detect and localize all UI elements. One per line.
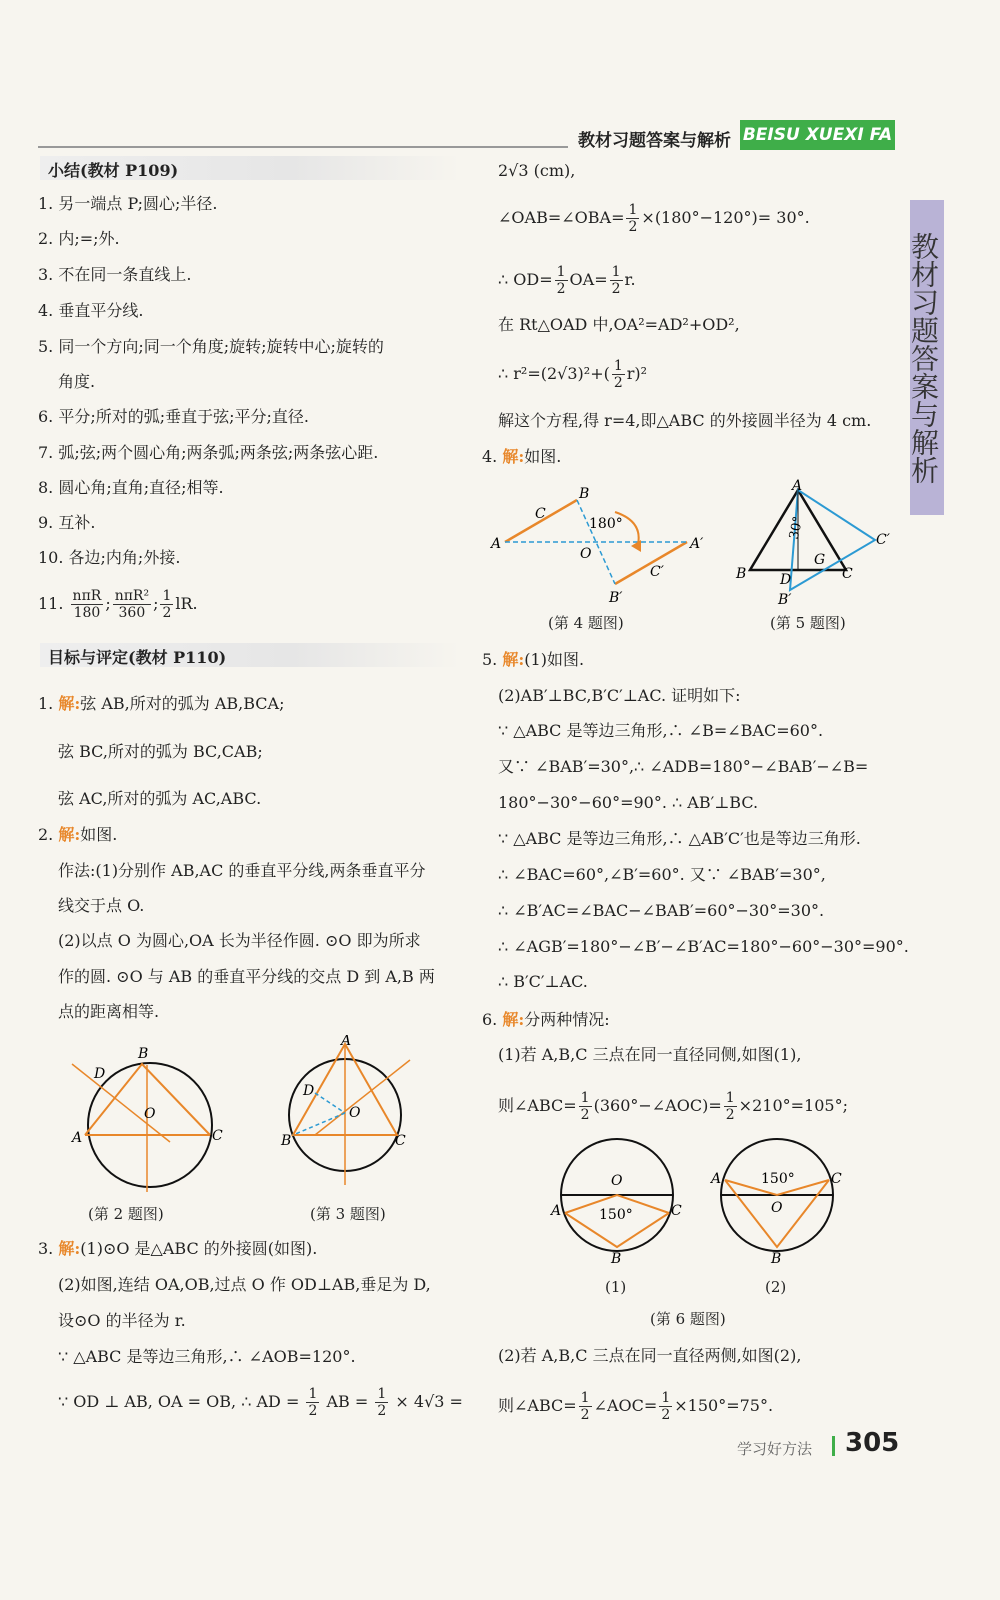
numerator: 1 [556,264,566,280]
q6-eq1 [498,1090,848,1123]
point-label-C: C [212,1128,223,1144]
point-label-A: A [72,1130,83,1146]
eq-text: r. [624,270,636,289]
point-label-C: C [395,1133,406,1149]
denominator: 2 [308,1403,318,1419]
q5-text: (1)如图. [524,650,585,669]
summary-item: 7. 弧;弦;两个圆心角;两条弧;两条弦;两条弦心距. [38,443,379,462]
q5-text: (2)AB′⊥BC,B′C′⊥AC. 证明如下: [498,686,741,705]
point-label-A-prime: A′ [690,536,704,552]
summary-item: 1. 另一端点 P;圆心;半径. [38,194,218,213]
bisector [72,1064,170,1142]
fraction [160,588,173,621]
summary-item: 9. 互补. [38,513,96,532]
q3-text: (1)⊙O 是△ABC 的外接圆(如图). [80,1239,318,1258]
solution-label: 解: [58,1239,81,1258]
point-label-O: O [580,546,592,562]
q4-line1 [482,446,561,468]
denominator: 180 [73,605,101,621]
point-label-B-prime: B′ [609,590,623,606]
q5-text: 又∵ ∠BAB′=30°,∴ ∠ADB=180°−∠BAB′−∠B= [498,757,869,776]
point-label-C: C [842,566,853,582]
caption-fig5: (第 5 题图) [770,614,846,632]
q2-text: 如图. [80,825,118,844]
point-label-B: B [611,1251,622,1267]
solution-label: 解: [502,650,525,669]
point-label-O: O [611,1173,623,1189]
denominator: 360 [118,605,146,621]
solution-label: 解: [502,1010,525,1029]
q6-line1 [482,1009,610,1031]
footer-divider [832,1436,835,1456]
point-label-C-prime: C′ [876,532,890,548]
q6-eq2 [498,1390,773,1423]
q-number: 1. [38,694,54,713]
eq-text: (360°−∠AOC)= [593,1096,722,1115]
figure-q6-2 [705,1135,855,1270]
point-label-D: D [780,572,792,588]
q3-text: (2)如图,连结 OA,OB,过点 O 作 OD⊥AB,垂足为 D, [58,1275,431,1294]
fraction [113,588,151,621]
numerator: 1 [661,1390,671,1406]
summary-item-11: 11. $\frac{\text{nπR}}{180}$ ; $\frac{\text{nπR²}}{360}$ ; $\frac{1}{2}$ lR. [38,588,198,621]
q1-text: 弦 AB,所对的弧为 AB,BCA; [80,694,285,713]
point-label-A: A [551,1203,562,1219]
q5-text: ∴ ∠B′AC=∠BAC−∠BAB′=60°−30°=30°. [498,901,825,920]
q2-text: 作法:(1)分别作 AB,AC 的垂直平分线,两条垂直平分 [58,861,426,880]
q2-text: 点的距离相等. [58,1002,160,1021]
point-label-O: O [349,1105,361,1121]
q6-text: (1)若 A,B,C 三点在同一直径同侧,如图(1), [498,1045,802,1064]
eq-text: ×210°=105°; [738,1096,848,1115]
solution-label: 解: [58,825,81,844]
numerator: 1 [580,1090,590,1106]
point-label-B: B [281,1133,292,1149]
q5-line1 [482,649,584,671]
summary-item: 4. 垂直平分线. [38,301,144,320]
q1-line2: 弦 BC,所对的弧为 BC,CAB; [58,742,263,761]
figure-q6-1 [545,1135,695,1270]
summary-item: 3. 不在同一条直线上. [38,265,192,284]
solution-label: 解: [502,447,525,466]
header-title: 教材习题答案与解析 [578,131,731,151]
fraction [579,1090,592,1123]
denominator: 2 [580,1107,590,1123]
q4-text: 如图. [524,447,562,466]
r-eq5: 解这个方程,得 r=4,即△ABC 的外接圆半径为 4 cm. [498,411,872,430]
item-tail: lR. [175,594,198,613]
fig6-caption-2: (2) [765,1278,787,1296]
numerator: 1 [308,1386,318,1402]
eq-text: ∠AOC= [593,1396,658,1415]
q6-text: 分两种情况: [524,1010,610,1029]
eq-text: ×(180°−120°)= 30°. [641,208,810,227]
eq-text: ∠OAB=∠OBA= [498,208,625,227]
q5-text: ∴ B′C′⊥AC. [498,972,588,991]
r-first: 2√3 (cm), [498,161,576,180]
point-label-C: C [671,1203,682,1219]
section1-title: 小结(教材 P109) [48,161,179,180]
denominator: 2 [661,1407,671,1423]
point-label-B-prime: B′ [778,592,792,608]
q3-last-line [58,1386,463,1419]
radius-dashed [315,1093,345,1113]
denominator: 2 [377,1403,387,1419]
q2-text: 线交于点 O. [58,896,145,915]
q-number: 3. [38,1239,54,1258]
numerator: 1 [377,1386,387,1402]
eq-text: OA= [569,270,608,289]
section2-title: 目标与评定(教材 P110) [48,648,227,667]
point-label-D: D [94,1066,106,1082]
header-brand: BEISU XUEXI FA [740,120,895,150]
q-number: 2. [38,825,54,844]
eq-text: 则∠ABC= [498,1396,577,1415]
point-label-O: O [144,1106,156,1122]
point-label-A: A [491,536,502,552]
summary-item: 10. 各边;内角;外接. [38,548,181,567]
numerator: nπR² [114,588,150,604]
side-tab: 教材习题答案与解析 [910,200,944,515]
page-number: 305 [845,1428,900,1458]
summary-item: 5. 同一个方向;同一个角度;旋转;旋转中心;旋转的 [38,337,384,356]
point-label-G: G [814,552,826,568]
point-label-A: A [341,1035,352,1049]
q-number: 4. [482,447,498,466]
denominator: 2 [611,281,621,297]
figure-q4 [485,480,715,610]
eq-text: ∴ r²=(2√3)²+ [498,364,604,383]
point-label-B: B [579,486,590,502]
r-eq3: 在 Rt△OAD 中,OA²=AD²+OD², [498,315,740,334]
point-label-B: B [736,566,747,582]
point-label-D: D [303,1083,315,1099]
numerator: 1 [580,1390,590,1406]
point-label-C: C [831,1171,842,1187]
numerator: 1 [611,264,621,280]
q2-line1 [38,824,117,846]
summary-item: 6. 平分;所对的弧;垂直于弦;平分;直径. [38,407,310,426]
numerator: 1 [725,1090,735,1106]
q1-line1 [38,693,285,715]
summary-item: 2. 内;=;外. [38,229,120,248]
fraction [610,264,623,297]
fraction [375,1386,388,1419]
footer-label: 学习好方法 [737,1440,813,1458]
fraction [579,1390,592,1423]
eq-text: 则∠ABC= [498,1096,577,1115]
q3-text: ∵ OD ⊥ AB, OA = OB, ∴ AD = [58,1392,300,1411]
figure-q3 [275,1035,455,1195]
numerator: 1 [162,588,172,604]
q3-line1 [38,1238,317,1260]
fraction [555,264,568,297]
fraction [71,588,104,621]
angle-label: 150° [761,1171,795,1187]
caption-fig6: (第 6 题图) [650,1310,726,1328]
q5-text: 180°−30°−60°=90°. ∴ AB′⊥BC. [498,793,759,812]
r-eq1 [498,202,810,235]
q3-text: 设⊙O 的半径为 r. [58,1311,186,1330]
q3-text: × 4√3 = [395,1392,463,1411]
eq-text: ∴ OD= [498,270,553,289]
q2-text: (2)以点 O 为圆心,OA 长为半径作圆. ⊙O 即为所求 [58,931,421,950]
angle-label: 180° [589,516,623,532]
denominator: 2 [725,1107,735,1123]
angle-label: 150° [599,1207,633,1223]
r-eq4: ∴ r²=(2√3)²+( $\frac{1}{2}$ r)² [498,358,648,391]
summary-item: 8. 圆心角;直角;直径;相等. [38,478,224,497]
point-label-O: O [771,1200,783,1216]
eq-text: r [626,364,635,383]
q5-text: ∵ △ABC 是等边三角形,∴ △AB′C′也是等边三角形. [498,829,861,848]
numerator: 1 [628,202,638,218]
header-rule [38,146,568,148]
fraction [659,1390,672,1423]
point-label-A: A [792,478,803,494]
figure-q2 [60,1040,250,1200]
point-label-B: B [138,1046,149,1062]
item-number: 11. [38,594,64,613]
triangle-AB-prime-C-prime [790,490,875,590]
fraction [612,358,625,391]
r-eq2 [498,264,636,297]
q-number: 6. [482,1010,498,1029]
q5-text: ∵ △ABC 是等边三角形,∴ ∠B=∠BAC=60°. [498,721,824,740]
fig6-caption-1: (1) [605,1278,627,1296]
point-label-A: A [711,1171,722,1187]
q5-text: ∴ ∠BAC=60°,∠B′=60°. 又∵ ∠BAB′=30°, [498,865,826,884]
solution-label: 解: [58,694,81,713]
point-label-B: B [771,1251,782,1267]
numerator: 1 [613,358,623,374]
denominator: 2 [613,375,623,391]
denominator: 2 [580,1407,590,1423]
q5-text: ∴ ∠AGB′=180°−∠B′−∠B′AC=180°−60°−30°=90°. [498,937,909,956]
circle [88,1063,212,1187]
point-label-C-prime: C′ [650,564,664,580]
caption-fig4: (第 4 题图) [548,614,624,632]
denominator: 2 [628,219,638,235]
q2-text: 作的圆. ⊙O 与 AB 的垂直平分线的交点 D 到 A,B 两 [58,967,435,986]
q3-text: ∵ △ABC 是等边三角形,∴ ∠AOB=120°. [58,1347,356,1366]
figure-q5 [730,478,910,608]
fraction [626,202,639,235]
angle-label: 30° [786,515,807,541]
denominator: 2 [556,281,566,297]
summary-item: 角度. [58,372,96,391]
q6-text: (2)若 A,B,C 三点在同一直径两侧,如图(2), [498,1346,802,1365]
point-label-C: C [535,506,546,522]
fraction [306,1386,319,1419]
eq-text: ×150°=75°. [674,1396,774,1415]
q-number: 5. [482,650,498,669]
q1-line3: 弦 AC,所对的弧为 AC,ABC. [58,789,262,808]
caption-fig3: (第 3 题图) [310,1205,386,1223]
fraction [724,1090,737,1123]
numerator: nπR [72,588,102,604]
q3-text: AB = [326,1392,369,1411]
caption-fig2: (第 2 题图) [88,1205,164,1223]
denominator: 2 [162,605,172,621]
